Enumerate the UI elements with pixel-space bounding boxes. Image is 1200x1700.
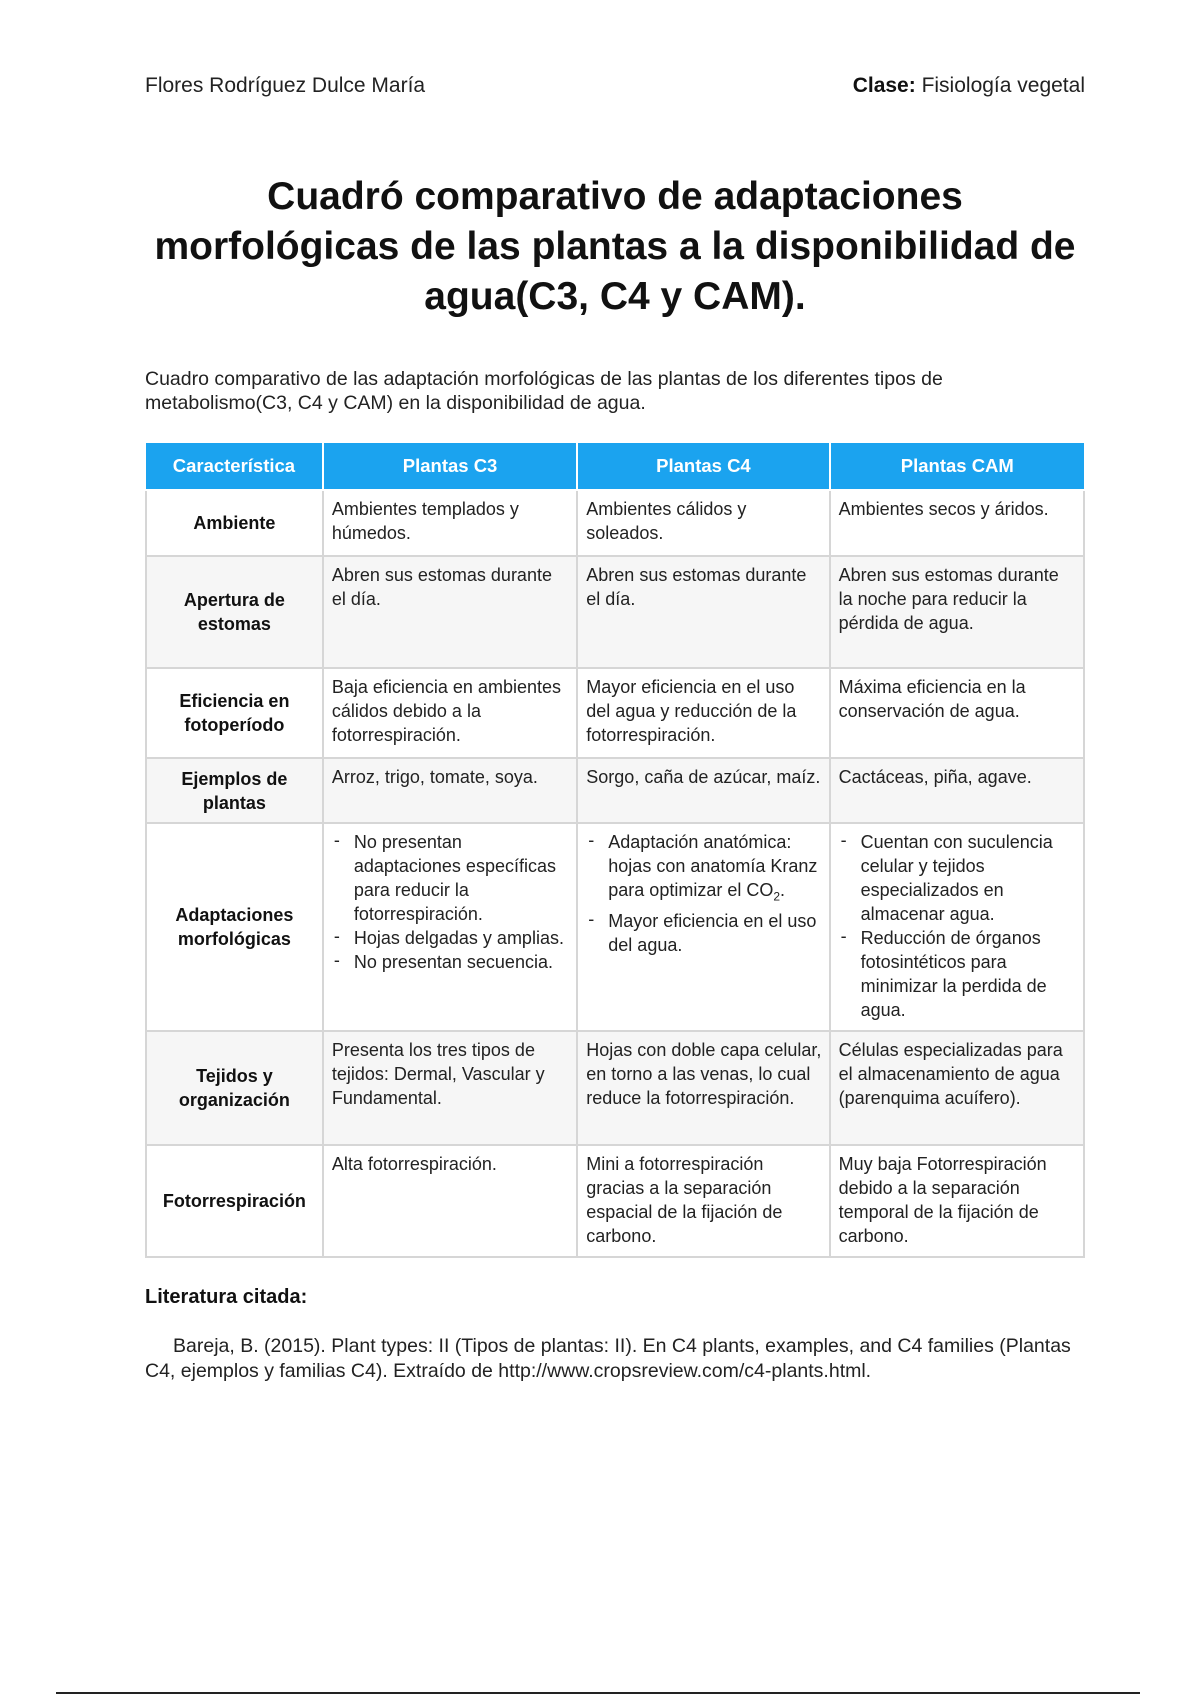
table-cell: Abren sus estomas durante el día. — [323, 556, 577, 668]
table-cell: Alta fotorrespiración. — [323, 1145, 577, 1257]
row-header: Adaptaciones morfológicas — [146, 823, 323, 1031]
row-header: Apertura de estomas — [146, 556, 323, 668]
column-header: Plantas CAM — [830, 443, 1084, 490]
table-cell: Presenta los tres tipos de tejidos: Dermal, Vascular y Fundamental. — [323, 1031, 577, 1145]
table-row — [146, 668, 1084, 758]
table-cell: Sorgo, caña de azúcar, maíz. — [577, 758, 829, 823]
row-header: Fotorrespiración — [146, 1145, 323, 1257]
table-cell: Células especializadas para el almacenamiento de agua (parenquima acuífero). — [830, 1031, 1084, 1145]
list-item: - Hojas delgadas y amplias. — [332, 926, 569, 950]
table-row — [146, 758, 1084, 823]
column-header: Característica — [146, 443, 323, 490]
table-cell: Ambientes secos y áridos. — [830, 490, 1084, 556]
table-cell: Máxima eficiencia en la conservación de agua. — [830, 668, 1084, 758]
class-value: Fisiología vegetal — [921, 74, 1085, 97]
table-cell: Hojas con doble capa celular, en torno a las venas, lo cual reduce la fotorrespiración. — [577, 1031, 829, 1145]
table-cell: Abren sus estomas durante el día. — [577, 556, 829, 668]
table-cell: Abren sus estomas durante la noche para reducir la pérdida de agua. — [830, 556, 1084, 668]
list-item-text: . — [780, 880, 786, 900]
table-row — [146, 823, 1084, 1031]
table-cell: Mayor eficiencia en el uso del agua y reducción de la fotorrespiración. — [577, 668, 829, 758]
document-title: Cuadró comparativo de adaptaciones morfológicas de las plantas a la disponibilidad de agua(C3, C4 y CAM). — [154, 175, 1076, 318]
table-cell — [830, 823, 1084, 1031]
list-item: - No presentan adaptaciones específicas para reducir la fotorrespiración. — [332, 830, 569, 926]
row-header: Tejidos y organización — [146, 1031, 323, 1145]
subscript: 2 — [773, 889, 781, 904]
comparison-table — [145, 443, 1085, 1258]
table-cell: Cactáceas, piña, agave. — [830, 758, 1084, 823]
table-cell: Arroz, trigo, tomate, soya. — [323, 758, 577, 823]
column-header: Plantas C3 — [323, 443, 577, 490]
table-cell: Ambientes templados y húmedos. — [323, 490, 577, 556]
page-divider — [56, 1692, 1140, 1694]
list-item: - Cuentan con suculencia celular y tejidos especializados en almacenar agua. — [839, 830, 1076, 926]
table-cell: Baja eficiencia en ambientes cálidos debido a la fotorrespiración. — [323, 668, 577, 758]
table-cell: Muy baja Fotorrespiración debido a la separación temporal de la fijación de carbono. — [830, 1145, 1084, 1257]
reference-entry: Bareja, B. (2015). Plant types: II (Tipos de plantas: II). En C4 plants, examples, and C4 families (Plantas C4, ejemplos y familias C4). Extraído de http://www.cropsreview.com/c4-plants.html. — [145, 1335, 1071, 1382]
class-info — [853, 74, 1085, 98]
table-cell: Ambientes cálidos y soleados. — [577, 490, 829, 556]
column-header: Plantas C4 — [577, 443, 829, 490]
list-item: - No presentan secuencia. — [332, 950, 569, 974]
table-row — [146, 556, 1084, 668]
row-header: Ambiente — [146, 490, 323, 556]
list-item: - Mayor eficiencia en el uso del agua. — [586, 909, 821, 957]
list-item-text: Adaptación anatómica: hojas con anatomía Kranz para optimizar el CO — [608, 832, 818, 900]
table-header-row — [146, 443, 1084, 490]
table-cell: Mini a fotorrespiración gracias a la separación espacial de la fijación de carbono. — [577, 1145, 829, 1257]
author-name: Flores Rodríguez Dulce María — [145, 74, 426, 97]
table-row — [146, 1145, 1084, 1257]
table-row — [146, 490, 1084, 556]
class-label: Clase: — [852, 74, 916, 97]
row-header: Ejemplos de plantas — [146, 758, 323, 823]
literature-heading: Literatura citada: — [145, 1286, 308, 1308]
table-row — [146, 1031, 1084, 1145]
list-item: - Reducción de órganos fotosintéticos para minimizar la perdida de agua. — [839, 926, 1076, 1022]
intro-paragraph: Cuadro comparativo de las adaptación morfológicas de las plantas de los diferentes tipos de metabolismo(C3, C4 y CAM) en la disponibilidad de agua. — [145, 368, 943, 414]
table-cell — [323, 823, 577, 1031]
list-item — [586, 830, 821, 909]
row-header: Eficiencia en fotoperíodo — [146, 668, 323, 758]
table-cell — [577, 823, 829, 1031]
